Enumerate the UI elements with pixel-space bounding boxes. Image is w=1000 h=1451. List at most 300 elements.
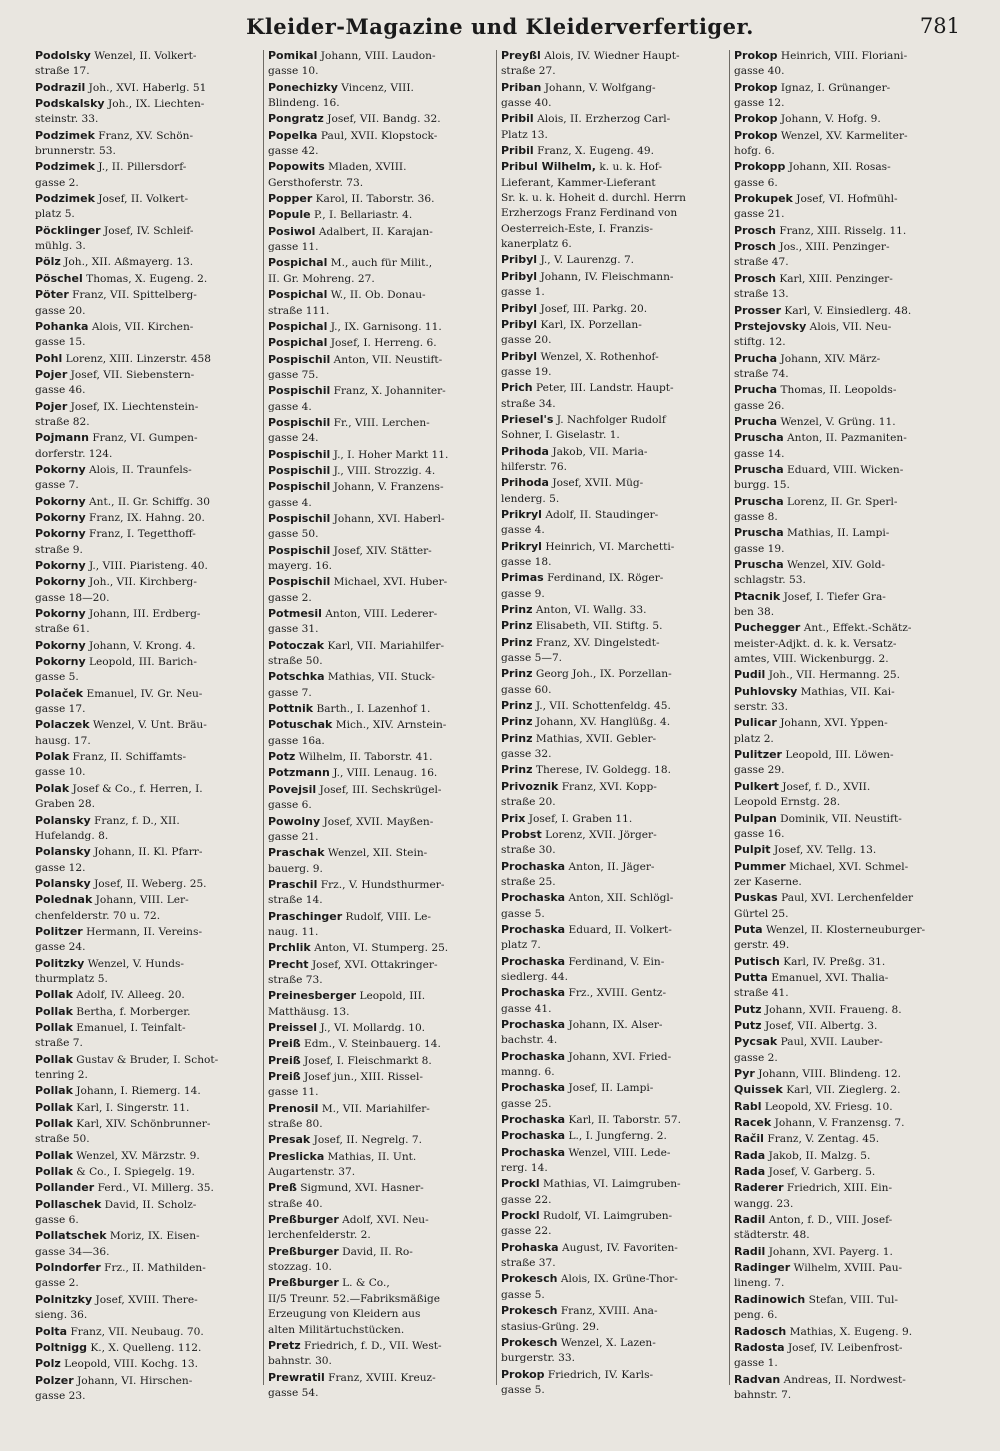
entry-text: gasse 11. [268, 1086, 319, 1099]
entry-name: Pohl [35, 351, 63, 365]
entry-continuation-line [35, 622, 262, 637]
directory-entry [501, 252, 728, 268]
entry-text: gasse 2. [35, 1277, 79, 1290]
entry-name: Polak [35, 750, 70, 764]
directory-entry [734, 1002, 961, 1018]
directory-entry [35, 96, 262, 128]
entry-name: Racek [734, 1116, 772, 1130]
entry-first-line [35, 1052, 262, 1068]
directory-entry [501, 1240, 728, 1272]
directory-entry [35, 1373, 262, 1405]
directory-entry [35, 686, 262, 718]
entry-text: hausg. 17. [35, 734, 91, 747]
entry-text: Michael, XVI. Huber- [333, 576, 448, 589]
entry-name: Putz [734, 1002, 762, 1016]
entry-first-line [268, 224, 495, 240]
entry-name: Pospichal [268, 288, 328, 302]
directory-entry [501, 698, 728, 714]
entry-continuation-line [501, 907, 728, 922]
entry-text: Josef, II. Lampi- [568, 1082, 654, 1095]
entry-name: Prochaska [501, 1049, 566, 1063]
entry-text: Josef, XVII. Mayßen- [323, 815, 434, 828]
directory-entry [268, 606, 495, 638]
entry-first-line [268, 479, 495, 495]
column-2 [268, 48, 495, 1443]
page-header [0, 10, 1000, 44]
directory-entry [501, 635, 728, 667]
directory-entry [501, 762, 728, 778]
directory-entry [35, 1180, 262, 1196]
entry-name: Prohaska [501, 1240, 559, 1254]
entry-text: straße 50. [35, 1133, 90, 1146]
directory-entry [734, 414, 961, 430]
directory-entry [734, 1099, 961, 1115]
entry-continuation-line [734, 176, 961, 191]
entry-continuation-line [734, 907, 961, 922]
directory-entry [268, 988, 495, 1020]
entry-first-line [501, 317, 728, 333]
entry-name: Prinz [501, 699, 533, 713]
entry-continuation-line [35, 1276, 262, 1291]
directory-entry [268, 207, 495, 223]
entry-text: Johann, IV. Fleischmann- [540, 270, 674, 283]
entry-name: Rada [734, 1148, 766, 1162]
entry-name: Pruscha [734, 431, 784, 445]
entry-text: Wenzel, II. Volkert- [94, 50, 197, 62]
directory-entry [501, 111, 728, 143]
directory-entry [734, 525, 961, 557]
entry-name: Prix [501, 811, 526, 825]
directory-entry [734, 1131, 961, 1147]
entry-name: Pospischil [268, 447, 331, 461]
entry-text: Josef jun., XIII. Rissel- [304, 1071, 423, 1083]
entry-name: Podrazil [35, 80, 86, 94]
directory-entry [734, 1148, 961, 1164]
entry-first-line [35, 1148, 262, 1164]
entry-text: ben 38. [734, 606, 775, 619]
entry-first-line [268, 319, 495, 335]
entry-continuation-line [501, 237, 728, 252]
entry-name: Raderer [734, 1181, 784, 1195]
entry-text: zer Kaserne. [734, 875, 802, 888]
entry-text: J., II. Pillersdorf- [98, 161, 187, 174]
directory-entry [501, 317, 728, 349]
entry-continuation-line [268, 973, 495, 988]
entry-name: Pribyl [501, 269, 538, 283]
entry-continuation-line [35, 765, 262, 780]
entry-continuation-line [501, 176, 728, 191]
entry-text: stasius-Grüng. 29. [501, 1320, 600, 1333]
entry-first-line [268, 255, 495, 271]
entry-name: Polansky [35, 845, 91, 859]
entry-text: Emanuel, IV. Gr. Neu- [86, 687, 203, 700]
directory-entry [268, 415, 495, 447]
directory-entry [734, 80, 961, 112]
entry-text: Mladen, XVIII. [328, 161, 407, 174]
entry-name: Pokorny [35, 638, 86, 652]
entry-text: Blindeng. 16. [268, 97, 340, 110]
entry-text: gasse 2. [734, 1051, 778, 1064]
entry-text: Josef, II. Weberg. 25. [94, 877, 207, 890]
entry-first-line [268, 1132, 495, 1148]
entry-name: Preß [268, 1181, 297, 1195]
directory-entry [734, 239, 961, 271]
entry-first-line [501, 111, 728, 127]
entry-name: Prokesch [501, 1272, 558, 1286]
entry-first-line [35, 128, 262, 144]
directory-entry [501, 507, 728, 539]
directory-entry [734, 382, 961, 414]
directory-entry [734, 223, 961, 239]
directory-entry [268, 1020, 495, 1036]
entry-continuation-line [35, 335, 262, 350]
entry-first-line [35, 526, 262, 542]
entry-first-line [35, 1197, 262, 1213]
entry-text: gasse 11. [268, 241, 319, 254]
entry-text: lenderg. 5. [501, 492, 560, 505]
entry-continuation-line [501, 1224, 728, 1239]
directory-entry [501, 1271, 728, 1303]
entry-first-line [268, 543, 495, 559]
entry-first-line [734, 620, 961, 636]
directory-entry [35, 876, 262, 892]
entry-text: gasse 5. [501, 1288, 545, 1301]
entry-name: Puchegger [734, 621, 801, 635]
directory-entry [268, 782, 495, 814]
entry-first-line [268, 511, 495, 527]
entry-first-line [501, 635, 728, 651]
entry-text: Jos., XIII. Penzinger- [779, 241, 890, 254]
entry-name: Preiß [268, 1053, 301, 1067]
entry-continuation-line [734, 207, 961, 222]
entry-continuation-line [501, 333, 728, 348]
entry-continuation-line [268, 64, 495, 79]
entry-text: gasse 12. [734, 97, 785, 110]
entry-first-line [501, 1208, 728, 1224]
entry-text: Josef, VII. Bandg. 32. [327, 113, 441, 126]
entry-first-line [501, 475, 728, 491]
entry-name: Pokorny [35, 575, 86, 589]
entry-name: Polak [35, 781, 70, 795]
directory-entry [501, 890, 728, 922]
entry-first-line [35, 399, 262, 415]
directory-entry [268, 717, 495, 749]
directory-entry [35, 844, 262, 876]
entry-text: Oesterreich-Este, I. Franzis- [501, 222, 653, 235]
directory-entry [734, 779, 961, 811]
entry-continuation-line [268, 686, 495, 701]
entry-continuation-line [35, 591, 262, 606]
entry-continuation-line [35, 543, 262, 558]
entry-text: Frz., XVIII. Gentz- [568, 987, 667, 1000]
entry-text: gasse 32. [501, 748, 552, 761]
entry-first-line [268, 814, 495, 830]
entry-first-line [35, 654, 262, 670]
entry-text: gasse 22. [501, 1193, 552, 1206]
entry-name: Putisch [734, 954, 780, 968]
entry-name: Prucha [734, 414, 778, 428]
entry-first-line [501, 1367, 728, 1383]
entry-continuation-line [268, 654, 495, 669]
entry-continuation-line [501, 1161, 728, 1176]
entry-name: Puskas [734, 891, 778, 905]
entry-text: thurmplatz 5. [35, 972, 108, 985]
entry-text: platz 2. [734, 732, 774, 745]
entry-first-line [734, 1082, 961, 1098]
entry-first-line [35, 749, 262, 765]
entry-text: Wenzel, XV. Karmeliter- [780, 129, 908, 142]
entry-continuation-line [734, 510, 961, 525]
entry-continuation-line [35, 670, 262, 685]
entry-continuation-line [35, 144, 262, 159]
entry-first-line [501, 1303, 728, 1319]
entry-text: bachstr. 4. [501, 1034, 558, 1047]
entry-text: Mathias, VII. Kai- [800, 685, 895, 698]
entry-first-line [268, 1180, 495, 1196]
entry-text: Wilhelm, II. Taborstr. 41. [298, 751, 433, 764]
directory-entry [35, 223, 262, 255]
entry-first-line [501, 48, 728, 64]
directory-entry [268, 159, 495, 191]
entry-text: gasse 9. [501, 587, 545, 600]
entry-text: Eduard, VIII. Wicken- [787, 463, 904, 476]
entry-continuation-line [501, 938, 728, 953]
entry-continuation-line [268, 893, 495, 908]
entry-continuation-line [734, 64, 961, 79]
entry-first-line [268, 669, 495, 685]
entry-text: dorferstr. 124. [35, 447, 113, 460]
entry-continuation-line [268, 96, 495, 111]
entry-name: Pribul Wilhelm, [501, 160, 596, 174]
entry-continuation-line [501, 1383, 728, 1398]
entry-continuation-line [501, 1288, 728, 1303]
entry-text: Josef, VI. Hofmühl- [796, 193, 898, 206]
entry-name: Radil [734, 1213, 766, 1227]
entry-continuation-line [734, 287, 961, 302]
entry-text: gasse 75. [268, 368, 319, 381]
entry-text: Rudolf, VI. Laimgruben- [543, 1210, 673, 1223]
entry-text: gasse 4. [268, 400, 312, 413]
directory-entry [734, 430, 961, 462]
entry-text: Karol, II. Taborstr. 36. [315, 193, 435, 206]
entry-first-line [501, 954, 728, 970]
entry-first-line [268, 877, 495, 893]
directory-entry [734, 589, 961, 621]
directory-entry [268, 191, 495, 207]
entry-name: Pottnik [268, 702, 314, 716]
entry-continuation-line [268, 176, 495, 191]
entry-first-line [35, 1373, 262, 1389]
entry-first-line [268, 574, 495, 590]
entry-first-line [734, 351, 961, 367]
entry-continuation-line [734, 1051, 961, 1066]
entry-first-line [734, 48, 961, 64]
entry-first-line [35, 1356, 262, 1372]
entry-text: Josef, I. Herreng. 6. [330, 337, 437, 350]
entry-first-line [501, 143, 728, 159]
entry-name: Pospischil [268, 463, 331, 477]
directory-entry [268, 1149, 495, 1181]
entry-continuation-line [734, 1276, 961, 1291]
entry-text: siedlerg. 44. [501, 970, 568, 983]
entry-name: Pribyl [501, 317, 538, 331]
entry-first-line [501, 539, 728, 555]
entry-first-line [35, 1020, 262, 1036]
entry-first-line [35, 1340, 262, 1356]
entry-text: chenfelderstr. 70 u. 72. [35, 909, 161, 922]
entry-text: J., I. Hoher Markt 11. [333, 448, 449, 461]
entry-text: schlagstr. 53. [734, 574, 806, 587]
entry-first-line [734, 1099, 961, 1115]
entry-name: Prochaska [501, 1129, 566, 1143]
entry-first-line [35, 254, 262, 270]
entry-text: Fr., VIII. Lerchen- [333, 416, 430, 429]
entry-name: Radinger [734, 1261, 791, 1275]
entry-text: platz 7. [501, 939, 541, 952]
entry-continuation-line [501, 365, 728, 380]
entry-name: Pollak [35, 1020, 73, 1034]
entry-text: straße 41. [734, 987, 789, 1000]
entry-text: tenring 2. [35, 1069, 88, 1081]
entry-text: Mathias, VI. Laimgruben- [543, 1178, 681, 1191]
entry-text: Wenzel, V. Unt. Bräu- [92, 719, 207, 732]
entry-continuation-line [35, 1308, 262, 1323]
entry-text: straße 61. [35, 623, 90, 636]
entry-first-line [501, 698, 728, 714]
entry-text: Friedrich, f. D., VII. West- [303, 1339, 442, 1352]
entry-first-line [501, 1240, 728, 1256]
entry-continuation-line [501, 1351, 728, 1366]
entry-text: Franz, VII. Spittelberg- [72, 289, 197, 302]
entry-continuation-line [268, 1386, 495, 1401]
entry-text: meister-Adjkt. d. k. k. Versatz- [734, 637, 897, 650]
entry-name: Prikryl [501, 539, 542, 553]
entry-text: Georg Joh., IX. Porzellan- [535, 668, 672, 681]
directory-entry [35, 1324, 262, 1340]
entry-text: Alois, VII. Neu- [809, 320, 892, 333]
entry-text: Barth., I. Lazenhof 1. [316, 703, 431, 716]
entry-name: Prokupek [734, 192, 793, 206]
entry-name: Potuschak [268, 718, 333, 732]
entry-continuation-line [35, 112, 262, 127]
entry-text: straße 73. [268, 973, 323, 986]
entry-name: Potmesil [268, 607, 322, 621]
entry-text: Joh., IX. Liechten- [107, 98, 205, 111]
entry-name: Polansky [35, 813, 91, 827]
entry-continuation-line [35, 239, 262, 254]
entry-text: Johann, VIII. Ler- [95, 894, 189, 907]
entry-name: Prenosil [268, 1101, 319, 1115]
entry-name: Pokorny [35, 527, 86, 541]
entry-first-line [734, 1066, 961, 1082]
entry-text: Alois, IV. Wiedner Haupt- [544, 50, 680, 62]
entry-text: K., X. Quelleng. 112. [90, 1341, 202, 1354]
entry-continuation-line [268, 240, 495, 255]
entry-continuation-line [268, 559, 495, 574]
entry-first-line [501, 1176, 728, 1192]
directory-entry [35, 430, 262, 462]
entry-text: Ant., Effekt.-Schätz- [803, 622, 912, 635]
entry-first-line [734, 1340, 961, 1356]
directory-entry [734, 859, 961, 891]
entry-continuation-line [734, 573, 961, 588]
entry-name: Pudil [734, 668, 766, 682]
entry-first-line [501, 349, 728, 365]
entry-text: gasse 6. [268, 799, 312, 812]
entry-text: Anton, VII. Neustift- [333, 353, 443, 366]
entry-first-line [734, 1292, 961, 1308]
entry-text: gasse 21. [734, 208, 785, 221]
entry-text: Michael, XVI. Schmel- [789, 860, 909, 873]
entry-first-line [35, 1004, 262, 1020]
entry-text: Anton, f. D., VIII. Josef- [768, 1214, 893, 1227]
entry-continuation-line [268, 1117, 495, 1132]
entry-text: Josef, II. Volkert- [98, 193, 189, 206]
entry-first-line [35, 717, 262, 733]
entry-first-line [35, 430, 262, 446]
entry-text: Augartenstr. 37. [268, 1166, 356, 1179]
entry-first-line [268, 383, 495, 399]
directory-entry [35, 717, 262, 749]
entry-name: Presak [268, 1133, 311, 1147]
entry-first-line [35, 574, 262, 590]
entry-text: J. Nachfolger Rudolf [556, 413, 666, 426]
entry-name: Prokop [501, 1367, 545, 1381]
entry-text: bahnstr. 7. [734, 1388, 792, 1401]
entry-text: naug. 11. [268, 925, 319, 938]
entry-continuation-line [35, 383, 262, 398]
directory-entry [35, 48, 262, 80]
entry-text: gasse 26. [734, 399, 785, 412]
entry-text: Wenzel, V. Hunds- [87, 957, 184, 970]
entry-name: Prinz [501, 619, 533, 633]
entry-text: Jakob, II. Malzg. 5. [768, 1149, 871, 1162]
entry-name: Precht [268, 957, 309, 971]
directory-entry [35, 80, 262, 96]
entry-first-line [35, 813, 262, 829]
directory-entry [734, 715, 961, 747]
entry-text: gasse 5—7. [501, 652, 563, 665]
entry-name: Pospichal [268, 336, 328, 350]
directory-entry [501, 380, 728, 412]
directory-entry [501, 301, 728, 317]
entry-first-line [501, 1335, 728, 1351]
directory-entry [734, 1212, 961, 1244]
entry-first-line [734, 859, 961, 875]
entry-first-line [501, 301, 728, 317]
entry-continuation-line [35, 1245, 262, 1260]
directory-entry [35, 1004, 262, 1020]
entry-text: Franz, I. Tegetthoff- [89, 528, 196, 541]
entry-text: Sohner, I. Giselastr. 1. [501, 429, 620, 442]
entry-text: Jakob, VII. Maria- [552, 445, 648, 458]
entry-text: J., IX. Garnisong. 11. [330, 320, 442, 333]
entry-name: Pokorny [35, 559, 86, 572]
entry-text: gerstr. 49. [734, 939, 790, 952]
entry-text: Franz, IX. Hahng. 20. [89, 511, 205, 524]
directory-entry [734, 1082, 961, 1098]
entry-text: Johann, IX. Alser- [568, 1018, 663, 1031]
entry-continuation-line [734, 605, 961, 620]
entry-name: Pribil [501, 144, 534, 158]
column-divider [263, 50, 264, 1385]
entry-first-line [268, 940, 495, 956]
entry-text: Erzherzogs Franz Ferdinand von [501, 207, 678, 220]
entry-text: Alois, VII. Kirchen- [91, 320, 194, 333]
entry-text: gasse 40. [501, 97, 552, 110]
entry-first-line [268, 415, 495, 431]
entry-first-line [35, 80, 262, 96]
